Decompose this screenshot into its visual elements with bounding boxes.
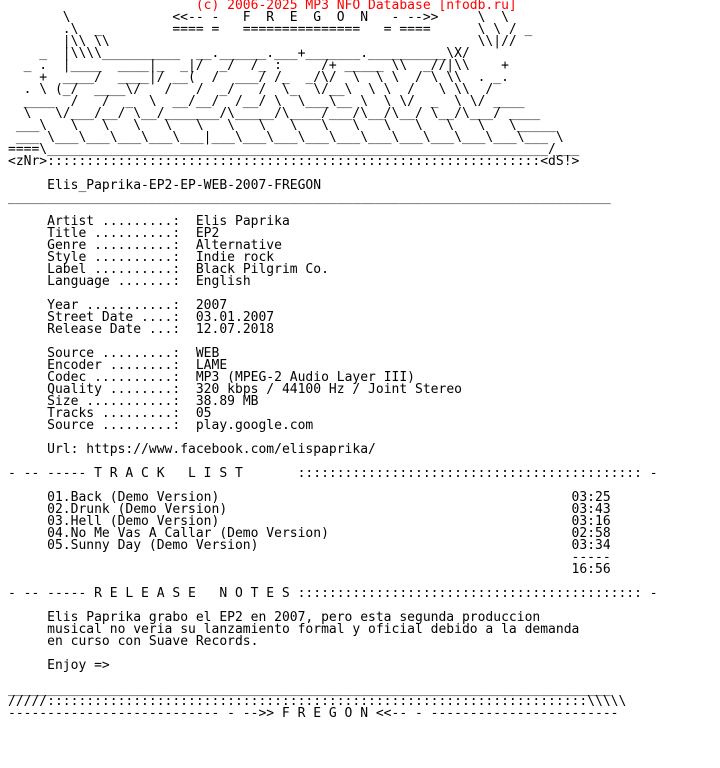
info-value: play.google.com [195,418,314,433]
notes-heading [8,588,658,600]
info-value: 05 [195,406,212,421]
ascii-art-row: ====\________________________________________________________________/___ [8,142,580,157]
info-label: Source .........: [47,346,181,361]
tracklist-heading: - -- ----- T R A C K L I S T :::::::::::::::::::::::::::::::::::::::::::: - [8,466,658,481]
info-label: Year ...........: [47,298,181,313]
ascii-art-row: \ <<-- - F R E G O N - -->> \ \ [8,10,509,25]
info-label: Language .......: [47,274,181,289]
info-value: Black Pilgrim Co. [195,262,329,277]
info-value: 320 kbps / 44100 Hz / Joint Stereo [195,382,462,397]
ascii-art-row: \ \/___/__/ \__/_______/\_____/\____/___/\__/\__/ \__/\___/ ____ [8,106,541,121]
ascii-art-row: ___ \___\___\___\___\___|___\___\___\___\___\___\___\___\___\___\___ \ [8,130,564,145]
info-label: Genre ..........: [47,238,181,253]
info-label: Encoder ........: [47,358,181,373]
ascii-art-row: _ |\\\\__________ __.______.___+_______.__________\X/ [8,46,470,61]
info-label: Tracks .........: [47,406,181,421]
enjoy-line [8,660,658,672]
release-notes-heading: - -- ----- R E L E A S E N O T E S :::::::::::::::::::::::::::::::::::::::::::: - [8,586,658,601]
info-value: English [195,274,251,289]
track-time: 02:58 [571,526,611,541]
info-label: Codec ..........: [47,370,181,385]
info-row [8,276,658,288]
url-line [8,444,658,456]
release-url: Url: https://www.facebook.com/elispaprika/ [47,442,376,457]
ascii-art-row: .\ _ ==== = =============== = ==== \ \ / _ [8,22,533,37]
track-time: 03:16 [571,514,611,529]
info-value: 12.07.2018 [195,322,275,337]
ascii-art-row: ____ / / _ \ __/__/ /__/ \ \___\__ \ \ \/ _ \ \/ ____ [8,94,525,109]
total-rule: ----- [571,550,611,565]
footer-art: /////:::::::::::::::::::::::::::::::::::::::::::::::::::::::::::::::::::::\\\\\ [8,694,627,709]
track-time: 03:43 [571,502,611,517]
info-value: Indie rock [195,250,275,265]
footer-line [8,708,658,720]
ascii-art-row: <zNr>:::::::::::::::::::::::::::::::::::::::::::::::::::::::::::::::<dS!> [8,154,580,169]
notes-text: musical no veria su lanzamiento formal y oficial debido a la demanda [47,622,580,637]
ascii-art-line [8,156,658,168]
info-value: 38.89 MB [195,394,259,409]
info-label: Quality ........: [47,382,181,397]
info-label: Release Date ...: [47,322,181,337]
info-label: Label ..........: [47,262,181,277]
release-name: Elis_Paprika-EP2-EP-WEB-2007-FREGON [47,178,322,193]
tracklist-heading [8,468,658,480]
footer-art: --------------------------- - -->> F R E G O N <<-- - ------------------------ [8,706,619,721]
copyright: (c) 2006-2025 MP3 NFO Database [nfodb.ru] [195,0,517,13]
info-value: Elis Paprika [195,214,290,229]
ascii-art-row: ___\ \ \ \ \ \ \ \ \ \ \ \ \ \ \ \_____ [8,118,556,133]
info-value: 2007 [195,298,228,313]
track-title: 04.No Me Vas A Callar (Demo Version) [47,526,329,541]
info-value: 03.01.2007 [195,310,275,325]
track-title: 02.Drunk (Demo Version) [47,502,228,517]
info-value: EP2 [195,226,220,241]
nfo-text [8,0,658,720]
track-time: 03:34 [571,538,611,553]
footer-art: _____________________________________________________________________________ [8,682,611,697]
rule-line [8,192,658,204]
divider: _____________________________________________________________________________ [8,190,611,205]
info-label: Style ..........: [47,250,181,265]
total-time: 16:56 [571,562,611,577]
info-label: Street Date ....: [47,310,181,325]
notes-text: Elis Paprika grabo el EP2 en 2007, pero esta segunda produccion [47,610,541,625]
enjoy-text: Enjoy => [47,658,110,673]
info-value: MP3 (MPEG-2 Audio Layer III) [195,370,416,385]
info-value: LAME [195,358,228,373]
track-title: 03.Hell (Demo Version) [47,514,220,529]
info-label: Title ..........: [47,226,181,241]
info-row [8,324,658,336]
ascii-art-row: |\\ \\ \\|// [8,34,517,49]
notes-text: en curso con Suave Records. [47,634,259,649]
total-time-line [8,564,658,576]
ascii-art-row: _ . |____ ____|_ _|/ _/ /_ : /+ _____ \\ _//|\\ + [8,58,509,73]
info-row [8,420,658,432]
info-value: Alternative [195,238,282,253]
info-label: Artist .........: [47,214,181,229]
info-label: Size ...........: [47,394,181,409]
ascii-art-row: + ____/ ____|/ __( / ___/ /_ _/\/ \ \ \ / \ \\ . _. [8,70,509,85]
track-time: 03:25 [571,490,611,505]
info-label: Source .........: [47,418,181,433]
info-value: WEB [195,346,220,361]
track-title: 01.Back (Demo Version) [47,490,220,505]
track-title: 05.Sunny Day (Demo Version) [47,538,259,553]
notes-line [8,636,658,648]
ascii-art-row: . \ (_/ ____\/ / / _/ / \_ \/__\ \ \ / \ \\ / [8,82,494,97]
